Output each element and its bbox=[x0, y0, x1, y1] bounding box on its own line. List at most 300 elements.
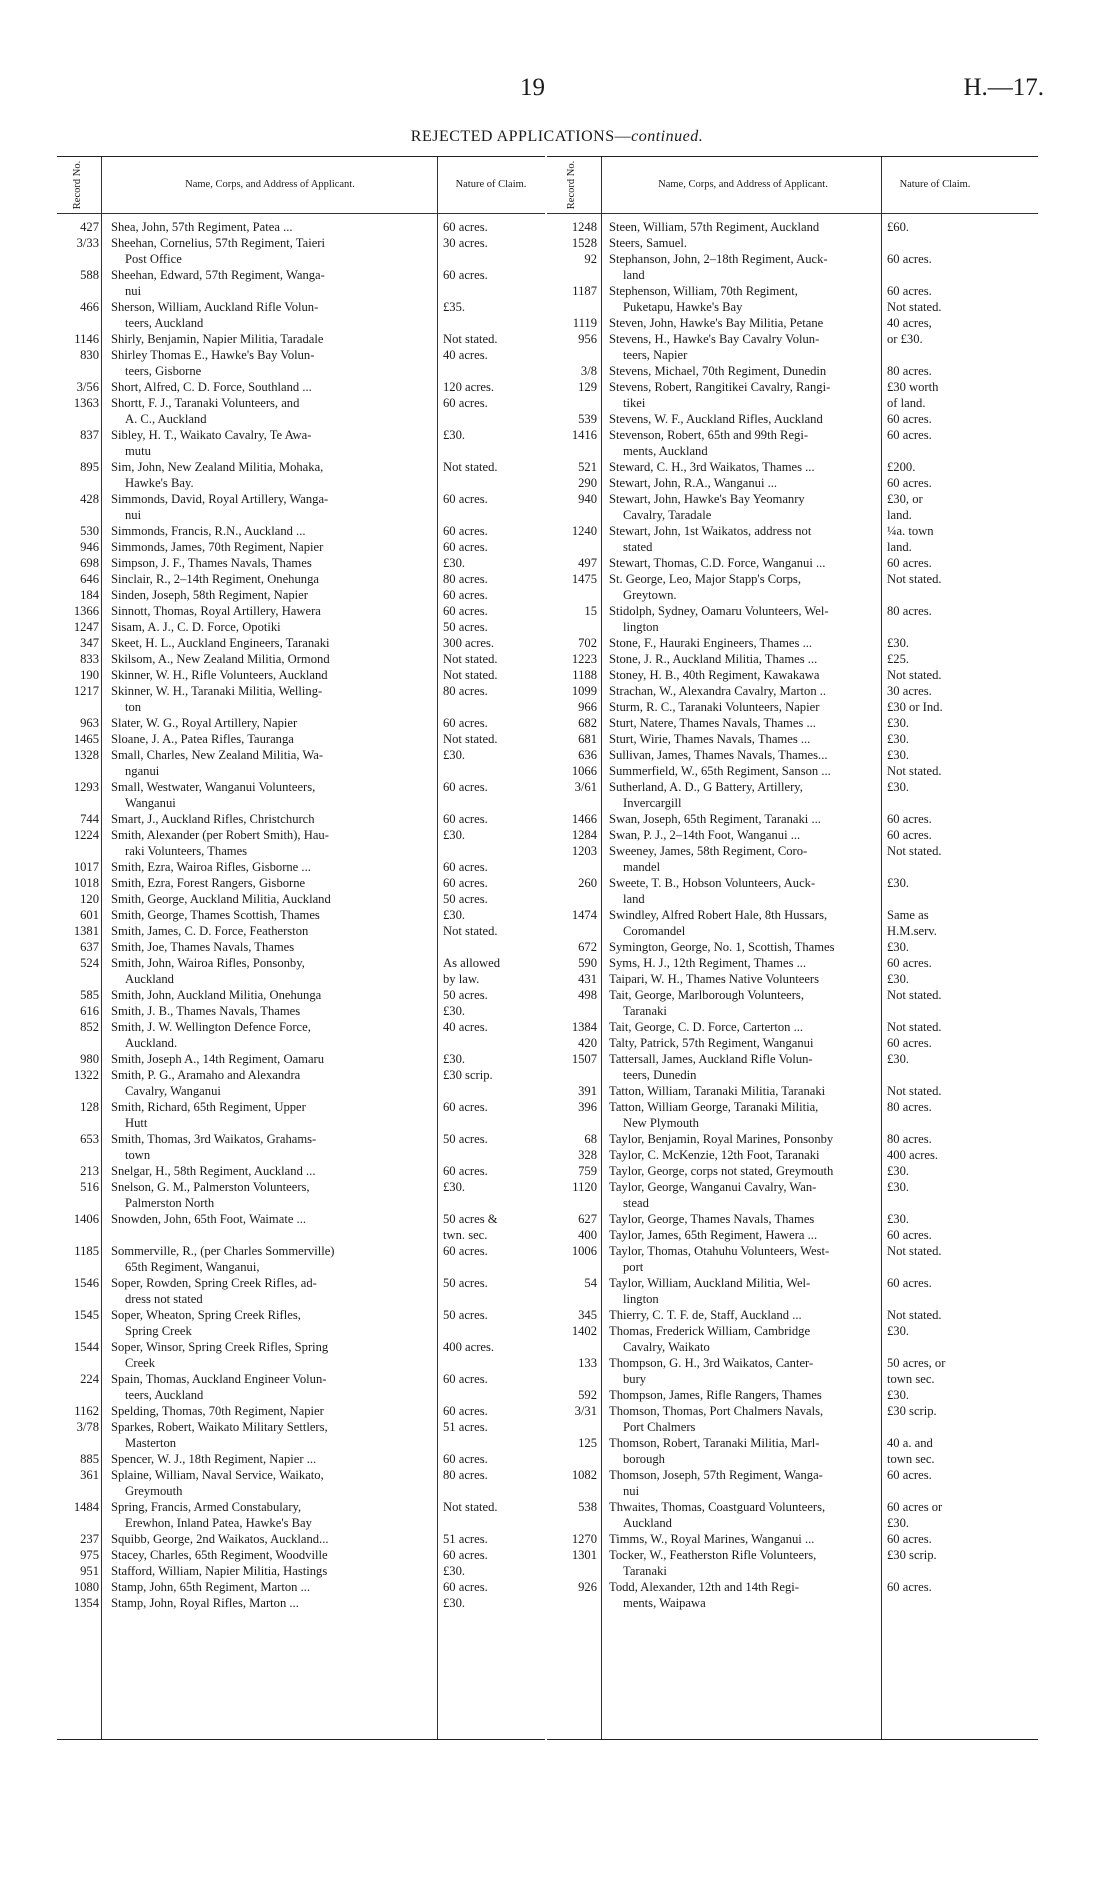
record-number: 1363 bbox=[73, 396, 99, 410]
applicant-entry: Taylor, George, Wanganui Cavalry, Wan- stead bbox=[609, 1180, 817, 1210]
record-number: 524 bbox=[80, 956, 99, 970]
claim-value: 80 acres. bbox=[887, 1132, 932, 1146]
applicant-entry: Tatton, William, Taranaki Militia, Taranaki bbox=[609, 1084, 826, 1098]
table-row bbox=[547, 251, 1038, 283]
record-number: 1301 bbox=[571, 1548, 597, 1562]
table-row bbox=[57, 1051, 545, 1067]
claim-value: 60 acres. bbox=[443, 1452, 488, 1466]
claim-value: 400 acres. bbox=[887, 1148, 939, 1162]
applicant-entry: Tait, George, C. D. Force, Carterton ... bbox=[609, 1020, 804, 1034]
table-row bbox=[547, 971, 1038, 987]
name-header: Name, Corps, and Address of Applicant. bbox=[185, 179, 355, 190]
table-row bbox=[547, 1531, 1038, 1547]
claim-value: £30. bbox=[887, 636, 910, 650]
applicant-entry: Shea, John, 57th Regiment, Patea ... bbox=[111, 220, 293, 234]
claim-value: 50 acres, or town sec. bbox=[887, 1356, 946, 1386]
right-rows bbox=[547, 219, 1038, 1611]
table-row bbox=[57, 1451, 545, 1467]
applicant-entry: Skinner, W. H., Rifle Volunteers, Auckland bbox=[111, 668, 328, 682]
applicant-entry: Simmonds, James, 70th Regiment, Napier bbox=[111, 540, 324, 554]
applicant-entry: Smith, Richard, 65th Regiment, Upper Hutt bbox=[111, 1100, 306, 1130]
record-number: 3/61 bbox=[574, 780, 597, 794]
record-number: 521 bbox=[578, 460, 597, 474]
section-title bbox=[0, 128, 1114, 146]
record-number: 391 bbox=[578, 1084, 597, 1098]
applicant-entry: Sinclair, R., 2–14th Regiment, Onehunga bbox=[111, 572, 319, 586]
applicant-entry: Swan, P. J., 2–14th Foot, Wanganui ... bbox=[609, 828, 801, 842]
record-number: 1406 bbox=[73, 1212, 99, 1226]
table-row bbox=[547, 955, 1038, 971]
table-row bbox=[57, 923, 545, 939]
applicant-entry: Taylor, William, Auckland Militia, Wel- lington bbox=[609, 1276, 811, 1306]
claim-value: 40 acres. bbox=[443, 1020, 488, 1034]
record-number: 213 bbox=[80, 1164, 99, 1178]
applicant-entry: Steers, Samuel. bbox=[609, 236, 687, 250]
claim-value: 60 acres. bbox=[443, 492, 488, 506]
table-row bbox=[547, 667, 1038, 683]
claim-value: Not stated. bbox=[443, 668, 498, 682]
table-row bbox=[57, 1099, 545, 1131]
record-number: 3/8 bbox=[580, 364, 597, 378]
table-row bbox=[57, 875, 545, 891]
table-row bbox=[57, 587, 545, 603]
table-row bbox=[547, 1147, 1038, 1163]
claim-value: £30. bbox=[887, 1052, 910, 1066]
claim-value: £30 scrip. bbox=[443, 1068, 493, 1082]
record-number: 951 bbox=[80, 1564, 99, 1578]
record-number: 1188 bbox=[572, 668, 597, 682]
record-no-header: Record No. bbox=[566, 160, 577, 210]
record-number: 636 bbox=[578, 748, 597, 762]
claim-value: 40 acres, bbox=[887, 316, 932, 330]
claim-value: 50 acres. bbox=[443, 1308, 488, 1322]
applicant-entry: Smith, Ezra, Forest Rangers, Gisborne bbox=[111, 876, 306, 890]
record-number: 627 bbox=[578, 1212, 597, 1226]
claim-value: Not stated. bbox=[443, 652, 498, 666]
table-row bbox=[57, 667, 545, 683]
table-row bbox=[547, 555, 1038, 571]
table-row bbox=[57, 427, 545, 459]
claim-value: Not stated. bbox=[887, 572, 942, 586]
claim-value: £30. bbox=[443, 556, 466, 570]
record-number: 1119 bbox=[572, 316, 597, 330]
applicant-entry: Smith, Joseph A., 14th Regiment, Oamaru bbox=[111, 1052, 325, 1066]
record-number: 347 bbox=[80, 636, 99, 650]
table-row bbox=[547, 715, 1038, 731]
table-row bbox=[57, 683, 545, 715]
table-row bbox=[547, 1227, 1038, 1243]
applicant-entry: Summerfield, W., 65th Regiment, Sanson ... bbox=[609, 764, 831, 778]
record-number: 744 bbox=[80, 812, 99, 826]
record-number: 54 bbox=[584, 1276, 597, 1290]
record-number: 15 bbox=[584, 604, 597, 618]
record-number: 497 bbox=[578, 556, 597, 570]
table-row bbox=[57, 523, 545, 539]
applicant-entry: Tattersall, James, Auckland Rifle Volun- teers, Dunedin bbox=[609, 1052, 813, 1082]
claim-value: Not stated. bbox=[443, 732, 498, 746]
applicant-entry: Stevens, W. F., Auckland Rifles, Auckland bbox=[609, 412, 823, 426]
applicant-entry: Symington, George, No. 1, Scottish, Thames bbox=[609, 940, 835, 954]
claim-value: £30. bbox=[887, 732, 910, 746]
record-number: 1099 bbox=[571, 684, 597, 698]
applicant-entry: Stevens, H., Hawke's Bay Cavalry Volun- teers, Napier bbox=[609, 332, 820, 362]
record-number: 1066 bbox=[571, 764, 597, 778]
table-row bbox=[57, 1211, 545, 1243]
record-number: 92 bbox=[584, 252, 597, 266]
page-header bbox=[0, 74, 1114, 114]
record-number: 120 bbox=[80, 892, 99, 906]
table-row bbox=[57, 955, 545, 987]
applicant-entry: Thomson, Robert, Taranaki Militia, Marl- borough bbox=[609, 1436, 820, 1466]
applicant-entry: Sweete, T. B., Hobson Volunteers, Auck- land bbox=[609, 876, 816, 906]
table-row bbox=[547, 731, 1038, 747]
claim-value: Not stated. bbox=[887, 764, 942, 778]
applicant-entry: Smith, Alexander (per Robert Smith), Hau- raki Volunteers, Thames bbox=[111, 828, 329, 858]
claim-value: 80 acres. bbox=[443, 572, 488, 586]
claim-value: £30 scrip. bbox=[887, 1404, 937, 1418]
claim-value: 60 acres. bbox=[887, 812, 932, 826]
claim-value: 60 acres. bbox=[887, 476, 932, 490]
table-row bbox=[547, 1579, 1038, 1611]
claim-value: 60 acres. bbox=[443, 1244, 488, 1258]
applicant-entry: Smith, P. G., Aramaho and Alexandra Cavalry, Wanganui bbox=[111, 1068, 301, 1098]
applicant-entry: Shortt, F. J., Taranaki Volunteers, and A. C., Auckland bbox=[111, 396, 300, 426]
claim-value: Not stated. bbox=[443, 332, 498, 346]
record-number: 184 bbox=[80, 588, 99, 602]
claim-value: £30 worth of land. bbox=[887, 380, 939, 410]
record-number: 672 bbox=[578, 940, 597, 954]
table-row bbox=[547, 1083, 1038, 1099]
record-number: 830 bbox=[80, 348, 99, 362]
table-row bbox=[547, 411, 1038, 427]
claim-value: 60 acres. bbox=[443, 396, 488, 410]
record-number: 1402 bbox=[571, 1324, 597, 1338]
table-row bbox=[547, 1243, 1038, 1275]
claim-value: 80 acres. bbox=[887, 604, 932, 618]
applicant-entry: Smith, John, Auckland Militia, Onehunga bbox=[111, 988, 322, 1002]
record-number: 585 bbox=[80, 988, 99, 1002]
applicant-entry: Sommerville, R., (per Charles Sommerville) 65th Regiment, Wanganui, bbox=[111, 1244, 335, 1274]
claim-value: £30, or land. bbox=[887, 492, 923, 522]
claim-value: 50 acres. bbox=[443, 1132, 488, 1146]
applicant-entry: Sloane, J. A., Patea Rifles, Tauranga bbox=[111, 732, 294, 746]
table-row bbox=[57, 1531, 545, 1547]
applicant-entry: Stone, J. R., Auckland Militia, Thames ... bbox=[609, 652, 818, 666]
applicant-entry: Splaine, William, Naval Service, Waikato, Greymouth bbox=[111, 1468, 324, 1498]
record-number: 498 bbox=[578, 988, 597, 1002]
record-number: 1328 bbox=[73, 748, 99, 762]
claim-value: £30. bbox=[887, 1180, 910, 1194]
table-row bbox=[57, 811, 545, 827]
record-number: 1381 bbox=[73, 924, 99, 938]
table-row bbox=[547, 1467, 1038, 1499]
applicant-entry: Steward, C. H., 3rd Waikatos, Thames ... bbox=[609, 460, 815, 474]
table-row bbox=[57, 1307, 545, 1339]
table-row bbox=[547, 1547, 1038, 1579]
claim-value: £30. bbox=[887, 1388, 910, 1402]
table-row bbox=[57, 331, 545, 347]
claim-value: 60 acres. bbox=[887, 1468, 932, 1482]
table-row bbox=[547, 1275, 1038, 1307]
applicant-entry: Taylor, James, 65th Regiment, Hawera ... bbox=[609, 1228, 818, 1242]
claim-value: 60 acres. bbox=[443, 1164, 488, 1178]
record-number: 1018 bbox=[73, 876, 99, 890]
table-row bbox=[57, 459, 545, 491]
table-row bbox=[547, 315, 1038, 331]
table-row bbox=[547, 827, 1038, 843]
claim-value: £25. bbox=[887, 652, 910, 666]
applicant-entry: Stafford, William, Napier Militia, Hastings bbox=[111, 1564, 328, 1578]
claim-value: 50 acres. bbox=[443, 620, 488, 634]
record-number: 1080 bbox=[73, 1580, 99, 1594]
table-row bbox=[57, 1163, 545, 1179]
applicant-entry: Spencer, W. J., 18th Regiment, Napier ... bbox=[111, 1452, 317, 1466]
applicant-entry: Stevens, Michael, 70th Regiment, Dunedin bbox=[609, 364, 827, 378]
applicant-entry: Spring, Francis, Armed Constabulary, Erewhon, Inland Patea, Hawke's Bay bbox=[111, 1500, 312, 1530]
record-number: 129 bbox=[578, 380, 597, 394]
applicant-entry: Soper, Winsor, Spring Creek Rifles, Spring Creek bbox=[111, 1340, 329, 1370]
table-row bbox=[57, 267, 545, 299]
applicant-entry: Soper, Wheaton, Spring Creek Rifles, Spring Creek bbox=[111, 1308, 301, 1338]
record-number: 1384 bbox=[571, 1020, 597, 1034]
applicant-entry: Sheehan, Edward, 57th Regiment, Wanga- nui bbox=[111, 268, 325, 298]
applicant-entry: Steven, John, Hawke's Bay Militia, Petane bbox=[609, 316, 824, 330]
claim-value: 60 acres. bbox=[443, 780, 488, 794]
record-number: 681 bbox=[578, 732, 597, 746]
applicant-entry: Stamp, John, Royal Rifles, Marton ... bbox=[111, 1596, 299, 1610]
record-number: 260 bbox=[578, 876, 597, 890]
applicant-entry: Syms, H. J., 12th Regiment, Thames ... bbox=[609, 956, 807, 970]
claim-value: 60 acres. bbox=[887, 428, 932, 442]
claim-value: £30. bbox=[443, 1180, 466, 1194]
claim-value: 60 acres. bbox=[443, 1548, 488, 1562]
table-row bbox=[57, 395, 545, 427]
record-number: 759 bbox=[578, 1164, 597, 1178]
record-number: 653 bbox=[80, 1132, 99, 1146]
applicant-entry: Strachan, W., Alexandra Cavalry, Marton .. bbox=[609, 684, 827, 698]
claim-value: £30 or Ind. bbox=[887, 700, 943, 714]
applicant-entry: Simmonds, Francis, R.N., Auckland ... bbox=[111, 524, 306, 538]
claim-value: 60 acres. bbox=[443, 588, 488, 602]
table-row bbox=[57, 1339, 545, 1371]
claim-value: 300 acres. bbox=[443, 636, 495, 650]
table-row bbox=[547, 843, 1038, 875]
table-row bbox=[57, 987, 545, 1003]
applicant-entry: Small, Westwater, Wanganui Volunteers, Wanganui bbox=[111, 780, 316, 810]
record-number: 420 bbox=[578, 1036, 597, 1050]
applicant-entry: Swindley, Alfred Robert Hale, 8th Hussars, Coromandel bbox=[609, 908, 828, 938]
table-row bbox=[57, 635, 545, 651]
claim-value: 400 acres. bbox=[443, 1340, 495, 1354]
applicant-entry: Small, Charles, New Zealand Militia, Wa- nganui bbox=[111, 748, 324, 778]
table-row bbox=[57, 939, 545, 955]
applicant-entry: Stevens, Robert, Rangitikei Cavalry, Rangi- tikei bbox=[609, 380, 831, 410]
record-number: 698 bbox=[80, 556, 99, 570]
applicant-entry: Spelding, Thomas, 70th Regiment, Napier bbox=[111, 1404, 324, 1418]
table-row bbox=[547, 811, 1038, 827]
applicant-entry: Skinner, W. H., Taranaki Militia, Welling- ton bbox=[111, 684, 323, 714]
claim-value: 60 acres. bbox=[887, 412, 932, 426]
record-number: 966 bbox=[578, 700, 597, 714]
table-row bbox=[547, 283, 1038, 315]
applicant-entry: Sim, John, New Zealand Militia, Mohaka, Hawke's Bay. bbox=[111, 460, 324, 490]
table-row bbox=[547, 1211, 1038, 1227]
applicant-entry: Short, Alfred, C. D. Force, Southland ... bbox=[111, 380, 312, 394]
section-title-continued: continued. bbox=[631, 128, 704, 145]
claim-value: 50 acres. bbox=[443, 988, 488, 1002]
applicant-entry: Stephanson, John, 2–18th Regiment, Auck- land bbox=[609, 252, 828, 282]
record-number: 539 bbox=[578, 412, 597, 426]
claim-value: 50 acres & twn. sec. bbox=[443, 1212, 498, 1242]
table-row bbox=[547, 683, 1038, 699]
record-number: 590 bbox=[578, 956, 597, 970]
record-number: 328 bbox=[578, 1148, 597, 1162]
name-header: Name, Corps, and Address of Applicant. bbox=[658, 179, 828, 190]
claim-header: Nature of Claim. bbox=[899, 179, 971, 190]
record-number: 190 bbox=[80, 668, 99, 682]
claim-value: 60 acres. bbox=[887, 828, 932, 842]
record-number: 396 bbox=[578, 1100, 597, 1114]
claim-value: or £30. bbox=[887, 332, 923, 346]
record-number: 3/33 bbox=[76, 236, 99, 250]
applicant-entry: Snelson, G. M., Palmerston Volunteers, Palmerston North bbox=[111, 1180, 310, 1210]
table-row bbox=[57, 747, 545, 779]
applicant-entry: Soper, Rowden, Spring Creek Rifles, ad- dress not stated bbox=[111, 1276, 317, 1306]
table-row bbox=[57, 1467, 545, 1499]
claim-value: £30. bbox=[887, 1164, 910, 1178]
record-number: 133 bbox=[578, 1356, 597, 1370]
applicant-entry: Thomson, Thomas, Port Chalmers Navals, Port Chalmers bbox=[609, 1404, 824, 1434]
record-number: 345 bbox=[578, 1308, 597, 1322]
record-number: 1240 bbox=[571, 524, 597, 538]
record-number: 1507 bbox=[571, 1052, 597, 1066]
table-row bbox=[547, 987, 1038, 1019]
record-number: 1544 bbox=[73, 1340, 99, 1354]
claim-value: 60 acres. bbox=[887, 556, 932, 570]
record-number: 833 bbox=[80, 652, 99, 666]
table-row bbox=[547, 363, 1038, 379]
applicant-entry: Stidolph, Sydney, Oamaru Volunteers, Wel- lington bbox=[609, 604, 829, 634]
applicant-entry: Thompson, G. H., 3rd Waikatos, Canter- bury bbox=[609, 1356, 814, 1386]
table-row bbox=[57, 779, 545, 811]
record-number: 1217 bbox=[73, 684, 99, 698]
table-row bbox=[57, 1131, 545, 1163]
applicant-entry: Stone, F., Hauraki Engineers, Thames ... bbox=[609, 636, 813, 650]
record-number: 885 bbox=[80, 1452, 99, 1466]
applicant-entry: Tocker, W., Featherston Rifle Volunteers, Taranaki bbox=[609, 1548, 817, 1578]
claim-value: 50 acres. bbox=[443, 892, 488, 906]
table-row bbox=[57, 1419, 545, 1451]
applicant-entry: Stewart, John, Hawke's Bay Yeomanry Cavalry, Taradale bbox=[609, 492, 805, 522]
record-number: 1416 bbox=[571, 428, 597, 442]
claim-value: 80 acres. bbox=[887, 364, 932, 378]
claim-value: Not stated. bbox=[443, 460, 498, 474]
record-number: 975 bbox=[80, 1548, 99, 1562]
applicant-entry: Smith, J. W. Wellington Defence Force, Auckland. bbox=[111, 1020, 311, 1050]
table-row bbox=[57, 619, 545, 635]
claim-value: £200. bbox=[887, 460, 916, 474]
claim-value: 60 acres. bbox=[887, 252, 932, 266]
record-number: 1146 bbox=[74, 332, 99, 346]
record-number: 431 bbox=[578, 972, 597, 986]
record-number: 516 bbox=[80, 1180, 99, 1194]
claim-value: Not stated. bbox=[887, 988, 942, 1002]
applicant-entry: Snowden, John, 65th Foot, Waimate ... bbox=[111, 1212, 306, 1226]
table-row bbox=[57, 1371, 545, 1403]
table-row bbox=[547, 1387, 1038, 1403]
table-row bbox=[57, 1179, 545, 1211]
claim-value: £30. bbox=[887, 940, 910, 954]
table-row bbox=[57, 1595, 545, 1611]
applicant-entry: Todd, Alexander, 12th and 14th Regi- ments, Waipawa bbox=[609, 1580, 799, 1610]
applicant-entry: Sturt, Natere, Thames Navals, Thames ... bbox=[609, 716, 816, 730]
applicant-entry: Taylor, George, corps not stated, Greymouth bbox=[609, 1164, 834, 1178]
header-rule bbox=[547, 213, 1038, 214]
claim-value: 51 acres. bbox=[443, 1420, 488, 1434]
claim-value: £30. bbox=[887, 876, 910, 890]
record-number: 616 bbox=[80, 1004, 99, 1018]
table-row bbox=[547, 763, 1038, 779]
record-no-header: Record No. bbox=[72, 160, 83, 210]
applicant-entry: Skeet, H. L., Auckland Engineers, Taranaki bbox=[111, 636, 330, 650]
record-number: 1475 bbox=[571, 572, 597, 586]
claim-value: £30. bbox=[887, 716, 910, 730]
claim-value: £30. bbox=[443, 428, 466, 442]
table-row bbox=[57, 891, 545, 907]
table-row bbox=[547, 1307, 1038, 1323]
table-row bbox=[547, 475, 1038, 491]
record-number: 3/78 bbox=[76, 1420, 99, 1434]
claim-value: £30. bbox=[443, 1052, 466, 1066]
applicant-entry: Thomas, Frederick William, Cambridge Cavalry, Waikato bbox=[609, 1324, 811, 1354]
claim-value: 60 acres or £30. bbox=[887, 1500, 943, 1530]
claim-value: 60 acres. bbox=[887, 956, 932, 970]
table-row bbox=[547, 1179, 1038, 1211]
claim-value: £30. bbox=[443, 828, 466, 842]
applicant-entry: Stewart, John, 1st Waikatos, address not stated bbox=[609, 524, 812, 554]
table-row bbox=[57, 1499, 545, 1531]
table-row bbox=[547, 219, 1038, 235]
claim-value: 80 acres. bbox=[443, 684, 488, 698]
applicant-entry: Smith, George, Auckland Militia, Auckland bbox=[111, 892, 331, 906]
applicant-entry: Sturt, Wirie, Thames Navals, Thames ... bbox=[609, 732, 811, 746]
record-number: 1465 bbox=[73, 732, 99, 746]
record-number: 592 bbox=[578, 1388, 597, 1402]
record-number: 1017 bbox=[73, 860, 99, 874]
table-row bbox=[57, 1275, 545, 1307]
table-row bbox=[57, 1003, 545, 1019]
claim-value: 60 acres. bbox=[443, 540, 488, 554]
table-row bbox=[547, 1131, 1038, 1147]
claim-value: 60 acres. bbox=[443, 876, 488, 890]
record-number: 1322 bbox=[73, 1068, 99, 1082]
table-row bbox=[57, 1019, 545, 1051]
applicant-entry: Smith, James, C. D. Force, Featherston bbox=[111, 924, 309, 938]
table-row bbox=[547, 699, 1038, 715]
record-number: 1270 bbox=[571, 1532, 597, 1546]
record-number: 702 bbox=[578, 636, 597, 650]
claim-value: 60 acres. bbox=[887, 1228, 932, 1242]
record-number: 3/31 bbox=[574, 1404, 597, 1418]
table-row bbox=[547, 939, 1038, 955]
applicant-entry: Simmonds, David, Royal Artillery, Wanga- nui bbox=[111, 492, 329, 522]
applicant-entry: Sturm, R. C., Taranaki Volunteers, Napier bbox=[609, 700, 820, 714]
table-row bbox=[57, 539, 545, 555]
applicant-entry: Sheehan, Cornelius, 57th Regiment, Taieri Post Office bbox=[111, 236, 325, 266]
record-number: 1162 bbox=[74, 1404, 99, 1418]
claim-value: Not stated. bbox=[887, 844, 942, 858]
claim-value: ¼a. town land. bbox=[887, 524, 934, 554]
